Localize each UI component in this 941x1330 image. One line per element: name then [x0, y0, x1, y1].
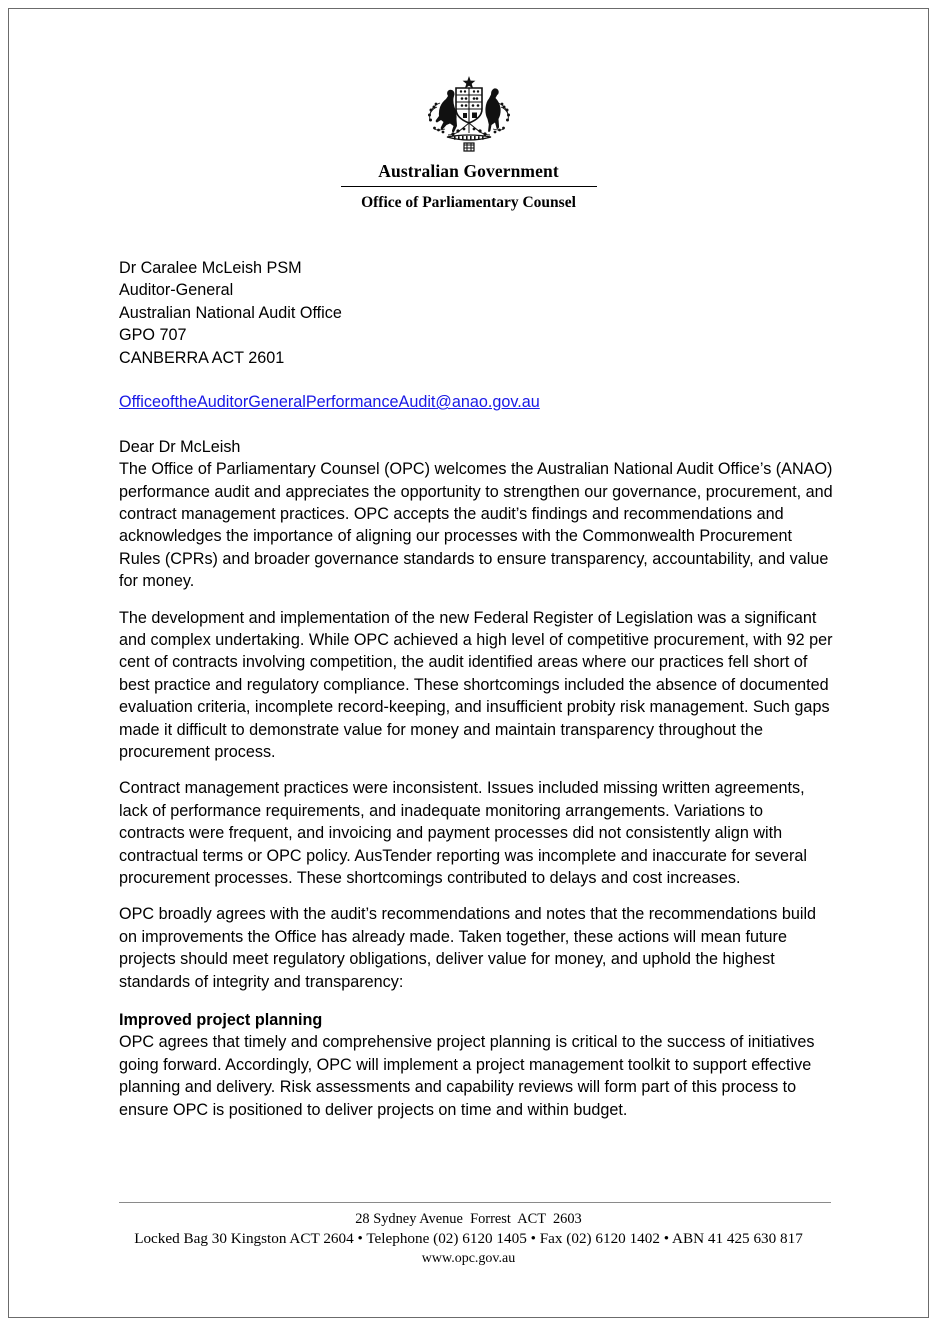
body-paragraph: The Office of Parliamentary Counsel (OPC) welcomes the Australian National Audit Office’s (ANAO) performance audit and appreciates the opportunity to strengthen our governance, procurement, and contract management practices. OPC accepts the audit’s findings and recommendations and acknowledges the importance of aligning our processes with the Commonwealth Procurement Rules (CPRs) and broader governance standards to ensure transparency, accountability, and value for money. [119, 460, 833, 591]
letter-page [8, 8, 929, 1318]
footer-address-line: 28 Sydney Avenue Forrest ACT 2603 [355, 1211, 582, 1227]
recipient-email-row [119, 391, 833, 414]
recipient-address [119, 257, 833, 370]
footer-contact-line: Locked Bag 30 Kingston ACT 2604 • Telephone (02) 6120 1405 • Fax (02) 6120 1402 • ABN 41 425 630 817 [134, 1230, 803, 1247]
address-line: Dr Caralee McLeish PSM [119, 258, 302, 277]
letterhead-divider [341, 186, 597, 187]
letter-body [119, 257, 833, 1121]
footer-divider [119, 1202, 831, 1203]
body-paragraph: OPC agrees that timely and comprehensive project planning is critical to the success of initiatives going forward. Accordingly, OPC will implement a project management toolkit to support effective planning and delivery. Risk assessments and capability reviews will form part of this process to ensure OPC is positioned to deliver projects on time and within budget. [119, 1033, 815, 1119]
address-line: Auditor-General [119, 281, 234, 300]
page-content [9, 9, 928, 1317]
australian-coat-of-arms-icon [410, 71, 528, 155]
letterhead-title: Australian Government [378, 161, 559, 181]
address-line: Australian National Audit Office [119, 303, 342, 322]
salutation: Dear Dr McLeish [119, 437, 241, 456]
body-paragraph: The development and implementation of the new Federal Register of Legislation was a significant and complex undertaking. While OPC achieved a high level of competitive procurement, with 92 per cent of contracts involving competition, the audit identified areas where our practices fell short of best practice and regulatory compliance. These shortcomings included the absence of documented evaluation criteria, incomplete record-keeping, and insufficient probity risk management. Such gaps made it difficult to demonstrate value for money and maintain transparency throughout the procurement process. [119, 608, 833, 761]
body-paragraph: Contract management practices were inconsistent. Issues included missing written agreements, lack of performance requirements, and inadequate monitoring arrangements. Variations to contracts were frequent, and invoicing and payment processes did not consistently align with contractual terms or OPC policy. AusTender reporting was incomplete and inaccurate for several procurement processes. These shortcomings contributed to delays and cost increases. [119, 779, 807, 887]
page-footer [119, 1202, 818, 1269]
section-heading-improved-project-planning: Improved project planning [119, 1011, 323, 1030]
address-line: CANBERRA ACT 2601 [119, 348, 285, 367]
address-line: GPO 707 [119, 326, 187, 345]
letterhead [119, 9, 818, 213]
letterhead-subtitle: Office of Parliamentary Counsel [361, 194, 576, 211]
footer-website: www.opc.gov.au [421, 1251, 516, 1266]
email-link[interactable]: OfficeoftheAuditorGeneralPerformanceAudit@anao.gov.au [119, 393, 540, 412]
body-paragraph: OPC broadly agrees with the audit’s recommendations and notes that the recommendations build on improvements the Office has already made. Taken together, these actions will mean future projects should meet regulatory obligations, deliver value for money, and uphold the highest standards of integrity and transparency: [119, 905, 817, 991]
